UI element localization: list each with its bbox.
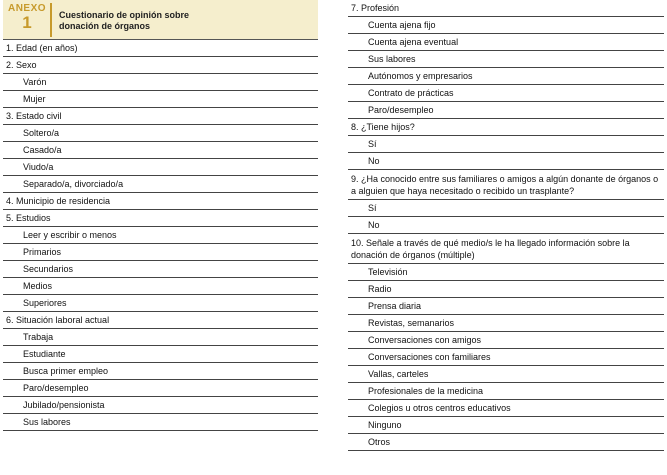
answer-option: Contrato de prácticas (348, 85, 664, 102)
question-heading: 5. Estudios (3, 210, 318, 227)
answer-option: Ninguno (348, 417, 664, 434)
answer-option: Mujer (3, 91, 318, 108)
left-column (3, 0, 318, 431)
answer-option: Profesionales de la medicina (348, 383, 664, 400)
right-column (348, 0, 664, 451)
answer-option: Prensa diaria (348, 298, 664, 315)
question-heading: 3. Estado civil (3, 108, 318, 125)
answer-option: Radio (348, 281, 664, 298)
question-heading: 2. Sexo (3, 57, 318, 74)
annex-title (59, 10, 259, 32)
answer-option: Primarios (3, 244, 318, 261)
answer-option: Autónomos y empresarios (348, 68, 664, 85)
question-heading: 1. Edad (en años) (3, 40, 318, 57)
answer-option: Revistas, semanarios (348, 315, 664, 332)
annex-badge (7, 3, 47, 31)
answer-option: Busca primer empleo (3, 363, 318, 380)
answer-option: No (348, 217, 664, 234)
answer-option: Paro/desempleo (348, 102, 664, 119)
answer-option: Soltero/a (3, 125, 318, 142)
answer-option: Varón (3, 74, 318, 91)
answer-option: Paro/desempleo (3, 380, 318, 397)
annex-label: ANEXO (7, 3, 47, 14)
question-heading: 10. Señale a través de qué medio/s le ha llegado información sobre la donación de órganos (múltiple) (348, 234, 664, 264)
answer-option: Conversaciones con amigos (348, 332, 664, 349)
question-heading: 6. Situación laboral actual (3, 312, 318, 329)
answer-option: Colegios u otros centros educativos (348, 400, 664, 417)
answer-option: Cuenta ajena eventual (348, 34, 664, 51)
answer-option: Jubilado/pensionista (3, 397, 318, 414)
answer-option: Viudo/a (3, 159, 318, 176)
answer-option: Secundarios (3, 261, 318, 278)
answer-option: Superiores (3, 295, 318, 312)
annex-title-line2: donación de órganos (59, 21, 151, 31)
left-question-list (3, 40, 318, 431)
answer-option: Separado/a, divorciado/a (3, 176, 318, 193)
answer-option: No (348, 153, 664, 170)
answer-option: Sí (348, 200, 664, 217)
annex-header (3, 0, 318, 40)
answer-option: Casado/a (3, 142, 318, 159)
answer-option: Leer y escribir o menos (3, 227, 318, 244)
answer-option: Sí (348, 136, 664, 153)
question-heading: 4. Municipio de residencia (3, 193, 318, 210)
answer-option: Cuenta ajena fijo (348, 17, 664, 34)
answer-option: Sus labores (348, 51, 664, 68)
answer-option: Medios (3, 278, 318, 295)
right-question-list (348, 0, 664, 451)
annex-divider (50, 3, 52, 37)
annex-number: 1 (22, 13, 32, 32)
answer-option: Trabaja (3, 329, 318, 346)
answer-option: Sus labores (3, 414, 318, 431)
question-heading: 9. ¿Ha conocido entre sus familiares o amigos a algún donante de órganos o a alguien que haya necesitado o recibido un trasplante? (348, 170, 664, 200)
answer-option: Televisión (348, 264, 664, 281)
annex-title-line1: Cuestionario de opinión sobre (59, 10, 190, 20)
question-heading: 8. ¿Tiene hijos? (348, 119, 664, 136)
answer-option: Otros (348, 434, 664, 451)
answer-option: Conversaciones con familiares (348, 349, 664, 366)
answer-option: Vallas, carteles (348, 366, 664, 383)
answer-option: Estudiante (3, 346, 318, 363)
question-heading: 7. Profesión (348, 0, 664, 17)
